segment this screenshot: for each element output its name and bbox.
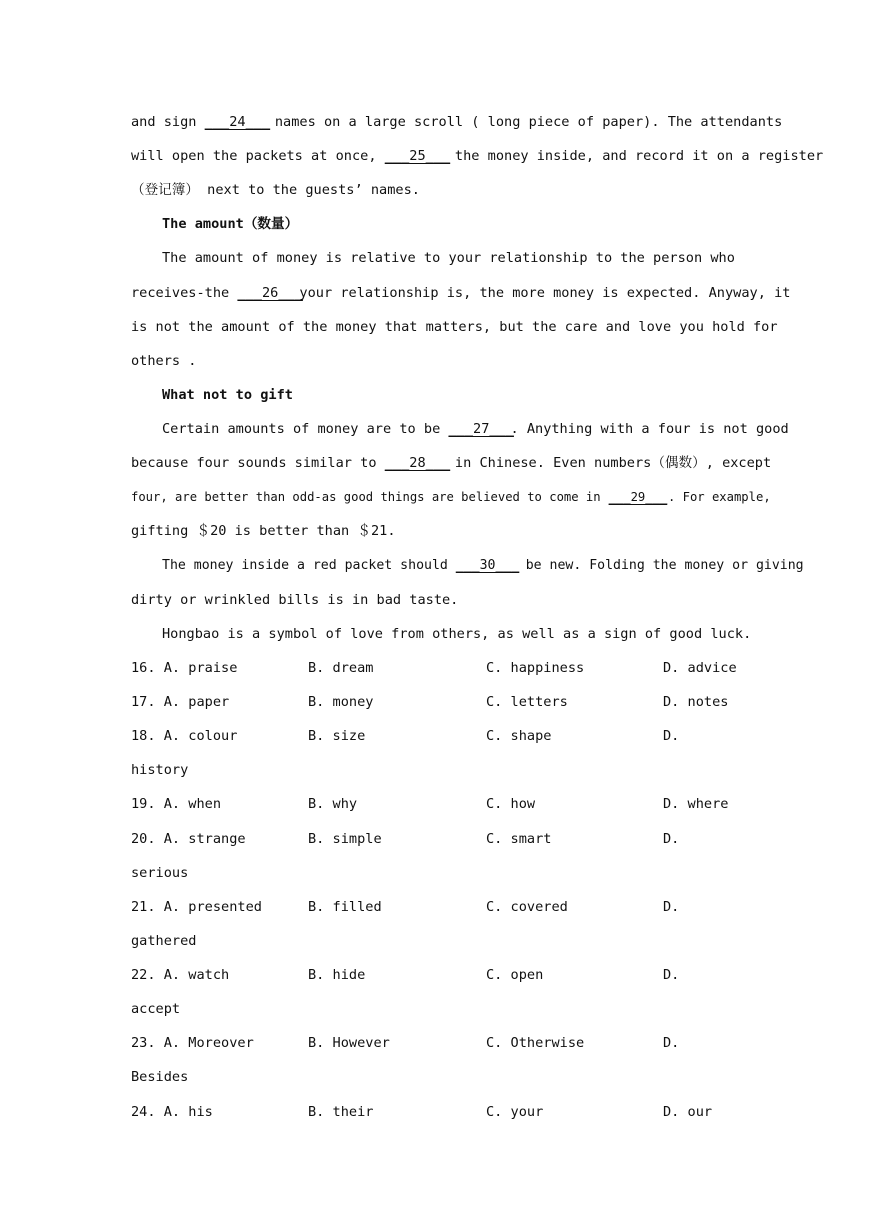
- section-heading-not-gift: What not to gift: [162, 387, 293, 403]
- option-b: B. money: [308, 694, 374, 710]
- passage-line: [131, 146, 823, 166]
- passage-line: [131, 487, 771, 507]
- option-d: D.: [663, 1035, 680, 1051]
- text: in Chinese. Even numbers（偶数）, except: [446, 455, 772, 471]
- text: and sign: [131, 114, 205, 130]
- question-number-option-a: 19. A. when: [131, 796, 222, 812]
- text: names on a large scroll ( long piece of paper). The attendants: [266, 114, 783, 130]
- option-d-wrapped: Besides: [131, 1069, 189, 1085]
- option-b: B. hide: [308, 967, 366, 983]
- option-c: C. covered: [486, 899, 568, 915]
- option-b: B. dream: [308, 660, 374, 676]
- text: the money inside, and record it on a register: [446, 148, 824, 164]
- passage-line: [131, 453, 771, 473]
- option-d: D. notes: [663, 694, 729, 710]
- passage-line: [131, 283, 790, 303]
- text: Certain amounts of money are to be: [162, 421, 449, 437]
- question-number-option-a: 21. A. presented: [131, 899, 262, 915]
- question-number-option-a: 22. A. watch: [131, 967, 230, 983]
- option-b: B. why: [308, 796, 358, 812]
- passage-line: is not the amount of the money that matters, but the care and love you hold for: [131, 319, 778, 335]
- option-d-wrapped: accept: [131, 1001, 181, 1017]
- option-d-wrapped: history: [131, 762, 189, 778]
- option-b: B. their: [308, 1104, 374, 1120]
- question-number-option-a: 23. A. Moreover: [131, 1035, 254, 1051]
- blank-25: ___25___: [384, 148, 451, 164]
- text: your relationship is, the more money is expected. Anyway, it: [299, 285, 791, 301]
- option-b: B. simple: [308, 831, 382, 847]
- blank-27: ___27___: [448, 421, 514, 437]
- option-b: B. size: [308, 728, 366, 744]
- option-c: C. open: [486, 967, 544, 983]
- question-number-option-a: 16. A. praise: [131, 660, 238, 676]
- text: The money inside a red packet should: [162, 558, 456, 573]
- text: be new. Folding the money or giving: [517, 558, 804, 573]
- passage-line: dirty or wrinkled bills is in bad taste.: [131, 592, 459, 608]
- option-c: C. shape: [486, 728, 552, 744]
- text: four, are better than odd-as good things are believed to come in: [131, 490, 608, 504]
- passage-line: others .: [131, 353, 197, 369]
- question-number-option-a: 20. A. strange: [131, 831, 246, 847]
- passage-line: [162, 419, 789, 439]
- option-d: D.: [663, 899, 680, 915]
- passage-line: [162, 556, 804, 576]
- option-b: B. However: [308, 1035, 390, 1051]
- section-heading-amount: The amount（数量）: [162, 216, 299, 232]
- passage-line: [131, 112, 782, 132]
- question-number-option-a: 24. A. his: [131, 1104, 213, 1120]
- option-d-wrapped: serious: [131, 865, 189, 881]
- passage-line: （登记簿） next to the guests’ names.: [131, 182, 420, 198]
- option-c: C. happiness: [486, 660, 585, 676]
- option-d: D.: [663, 967, 680, 983]
- passage-line: The amount of money is relative to your relationship to the person who: [162, 250, 735, 266]
- question-number-option-a: 18. A. colour: [131, 728, 238, 744]
- option-d: D. advice: [663, 660, 737, 676]
- blank-30: ___30___: [455, 558, 520, 573]
- option-c: C. letters: [486, 694, 568, 710]
- passage-line: gifting ＄20 is better than ＄21.: [131, 523, 396, 539]
- option-d: D.: [663, 831, 680, 847]
- option-c: C. your: [486, 1104, 544, 1120]
- option-c: C. Otherwise: [486, 1035, 585, 1051]
- blank-28: ___28___: [384, 455, 451, 471]
- blank-26: ___26___: [237, 285, 303, 301]
- text: receives-the: [131, 285, 238, 301]
- option-b: B. filled: [308, 899, 382, 915]
- question-number-option-a: 17. A. paper: [131, 694, 230, 710]
- option-c: C. how: [486, 796, 536, 812]
- blank-24: ___24___: [204, 114, 271, 130]
- option-d: D.: [663, 728, 680, 744]
- blank-29: ___29___: [608, 490, 668, 504]
- text: . Anything with a four is not good: [510, 421, 789, 437]
- text: . For example,: [667, 490, 771, 504]
- option-d: D. where: [663, 796, 729, 812]
- option-d-wrapped: gathered: [131, 933, 197, 949]
- passage-line: Hongbao is a symbol of love from others, as well as a sign of good luck.: [162, 626, 752, 642]
- text: because four sounds similar to: [131, 455, 385, 471]
- option-d: D. our: [663, 1104, 713, 1120]
- text: will open the packets at once,: [131, 148, 385, 164]
- option-c: C. smart: [486, 831, 552, 847]
